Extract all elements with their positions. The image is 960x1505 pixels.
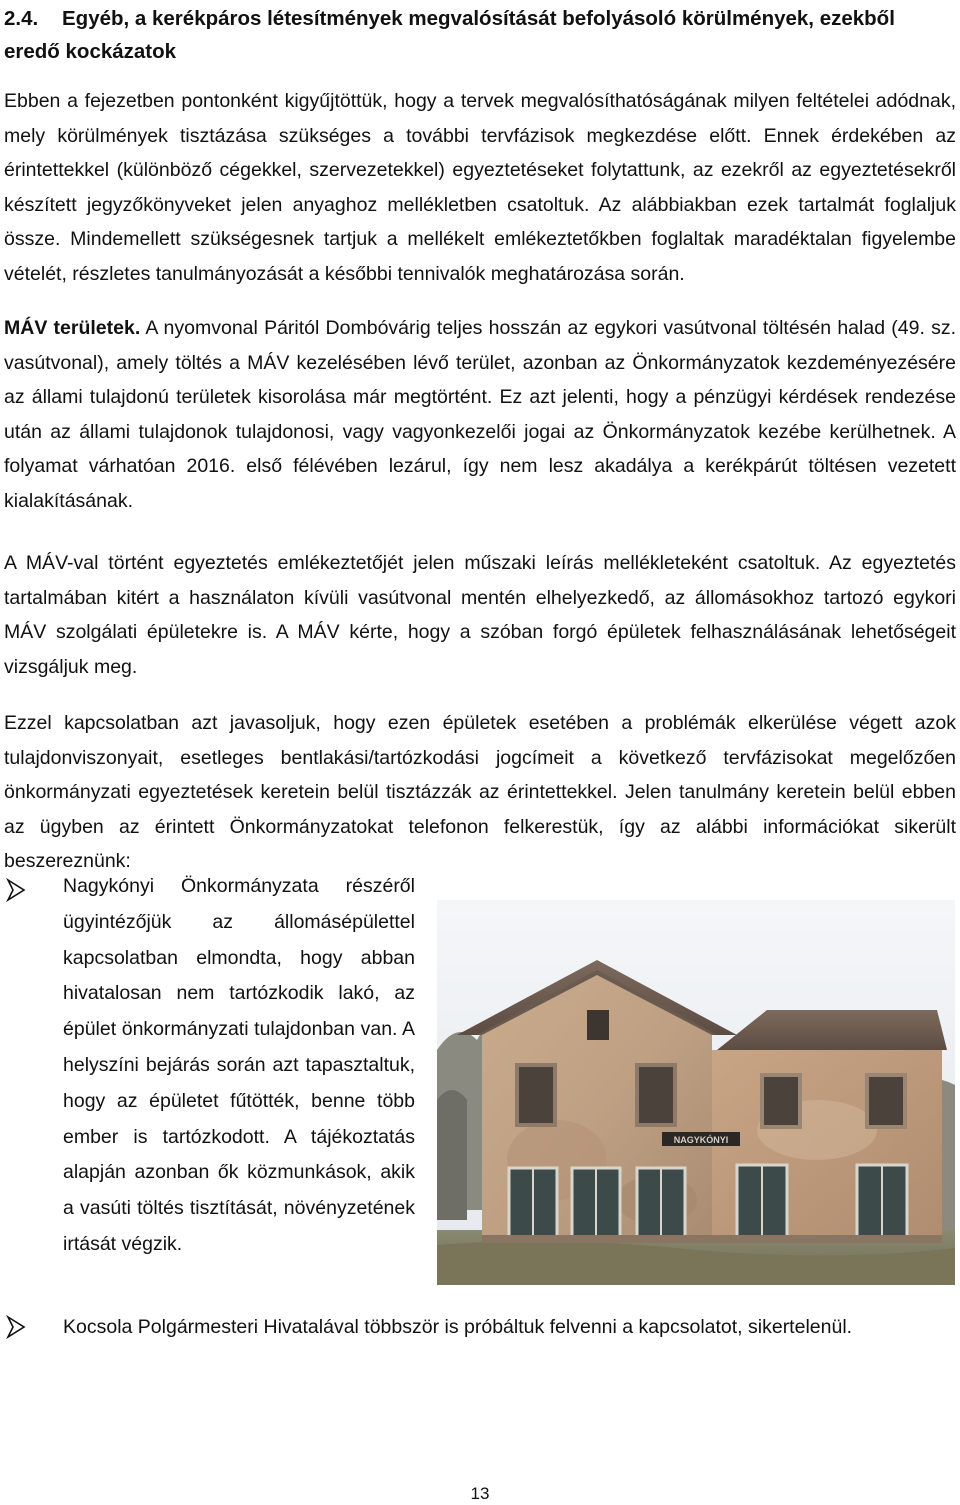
section-heading [4, 2, 954, 68]
section-title: Egyéb, a kerékpáros létesítmények megvalósítását befolyásoló körülmények, ezekből eredő kockázatok [4, 7, 895, 63]
arrow-bullet-icon [6, 878, 26, 902]
station-building-photo [437, 900, 955, 1285]
bullet-kocsola: Kocsola Polgármesteri Hivatalával többször is próbáltuk felvenni a kapcsolatot, sikertelenül. [63, 1316, 853, 1338]
section-number: 2.4. [4, 7, 39, 30]
mav-consultation-paragraph: A MÁV-val történt egyeztetés emlékeztetőjét jelen műszaki leírás mellékleteként csatoltuk. Az egyeztetés tartalmában kitért a használaton kívüli vasútvonal mentén elhelyezkedő, az állomásokhoz tartozó egykori MÁV szolgálati épületekre is. A MÁV kérte, hogy a szóban forgó épületek felhasználásának lehetőségeit vizsgáljuk meg. [4, 552, 956, 678]
mav-areas-paragraph [4, 311, 956, 518]
mav-areas-body: A nyomvonal Páritól Dombóvárig teljes hosszán az egykori vasútvonal töltésén halad (49. sz. vasútvonal), amely töltés a MÁV kezelésében lévő terület, azonban az Önkormányzatok kezdeményezésére az állami tulajdonú területek kisorolása már megtörtént. Ez azt jelenti, hogy a pénzügyi kérdések rendezése után az állami tulajdonok tulajdonosi, vagy vagyonkezelői jogai az Önkormányzatok kezébe kerülhetnek. A folyamat várhatóan 2016. első félévében lezárul, így nem lesz akadálya a kerékpárút töltésen vezetett kialakításának. [4, 317, 957, 512]
page-number: 13 [470, 1484, 490, 1503]
bullet-nagykonyi: Nagykónyi Önkormányzata részéről ügyintézőjük az állomásépülettel kapcsolatban elmondta, hogy abban hivatalosan nem tartózkodik lakó, az épület önkormányzati tulajdonban van. A helyszíni bejárás során azt tapasztaltuk, hogy az épületet fűtötték, benne több ember is tartózkodott. A tájékoztatás alapján azonban ők közmunkások, akik a vasúti töltés tisztítását, növényzetének irtását végzik. [63, 875, 415, 1255]
intro-paragraph: Ebben a fejezetben pontonként kigyűjtöttük, hogy a tervek megvalósíthatóságának milyen feltételei adódnak, mely körülmények tisztázása szükséges a további tervfázisok megkezdése előtt. Ennek érdekében az érintettekkel (különböző cégekkel, szervezetekkel) egyeztetéseket folytattunk, az ezekről az egyeztetésekről készített jegyzőkönyveket jelen anyaghoz mellékletben csatoltuk. Az alábbiakban ezek tartalmát foglaljuk össze. Mindemellett szükségesnek tartjuk a mellékelt emlékeztetőkben foglaltak maradéktalan figyelembe vételét, részletes tanulmányozását a későbbi tennivalók meghatározása során. [4, 90, 956, 285]
recommendation-paragraph: Ezzel kapcsolatban azt javasoljuk, hogy ezen épületek esetében a problémák elkerülése végett azok tulajdonviszonyait, esetleges bentlakási/tartózkodási jogcímeit a következő tervfázisokat megelőzően önkormányzati egyeztetések keretein belül tisztázzák az érintettekkel. Jelen tanulmány keretein belül ebben az ügyben az érintett Önkormányzatokat telefonon felkerestük, így az alábbi információkat sikerült beszereznünk: [4, 712, 956, 872]
arrow-bullet-icon [6, 1315, 26, 1339]
station-sign: NAGYKÓNYI [673, 1135, 729, 1145]
mav-areas-label: MÁV területek. [4, 317, 141, 339]
